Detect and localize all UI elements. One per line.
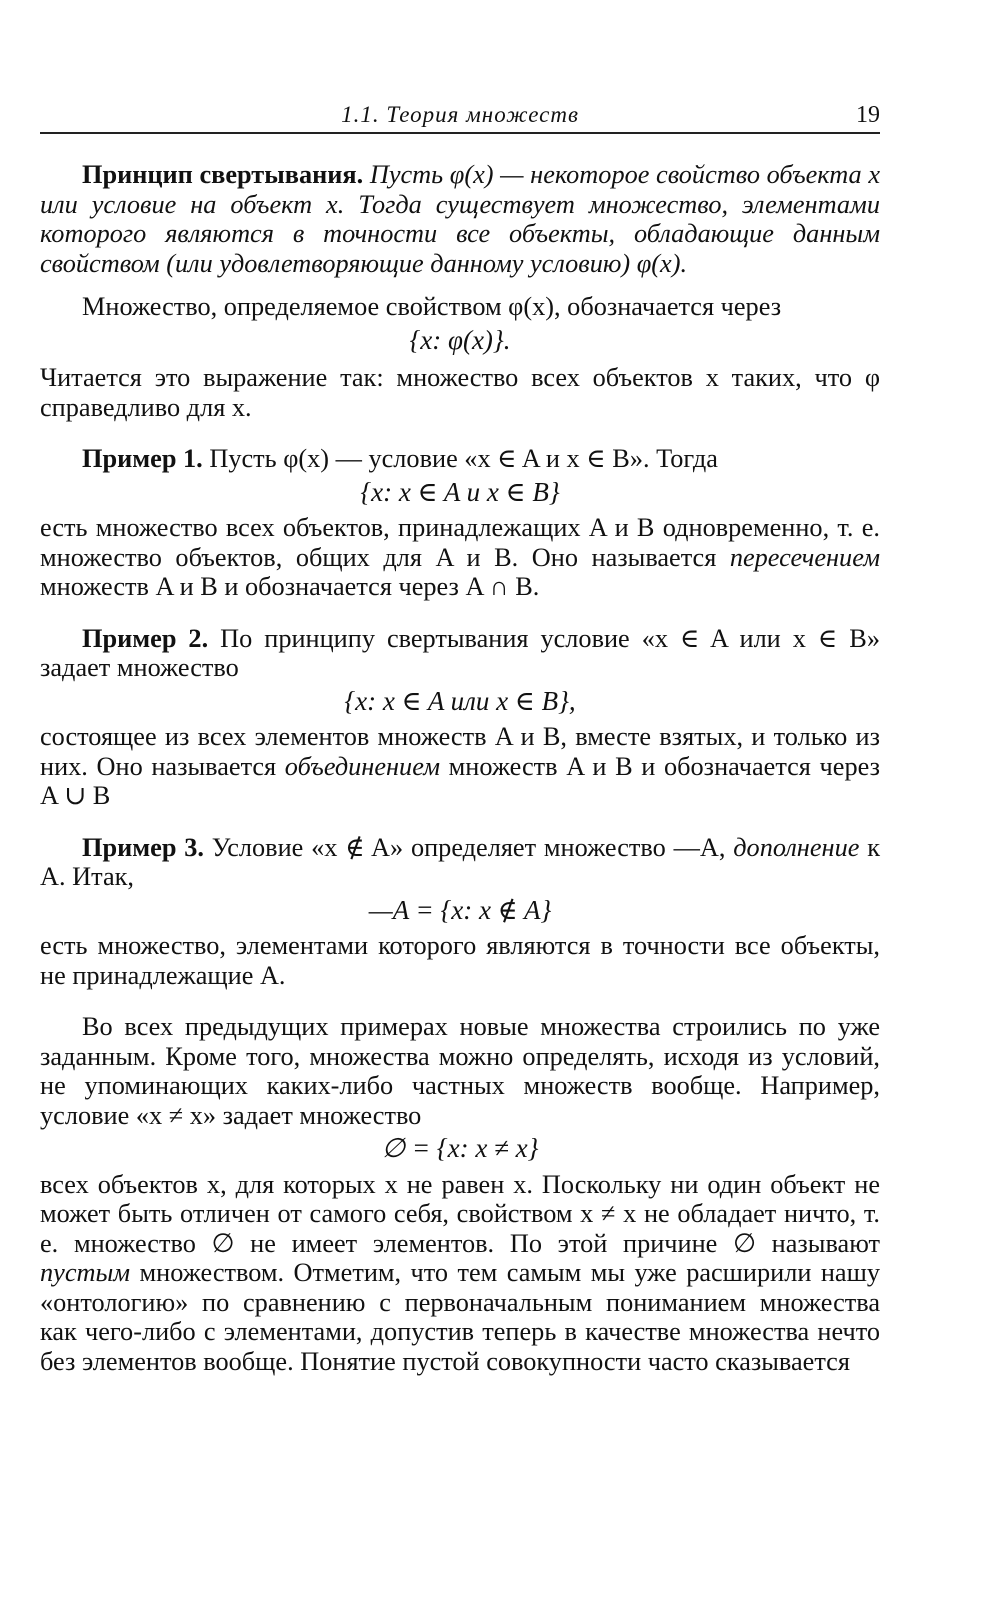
notation-formula: {x: φ(x)}. bbox=[409, 324, 511, 355]
example1-intro bbox=[40, 444, 880, 474]
example1-label: Пример 1. bbox=[82, 444, 203, 473]
page-number: 19 bbox=[856, 102, 880, 128]
example1-text-before: есть множество всех объектов, принадлежащих A и B одновременно, т. е. множество объектов, общих для A и B. Оно называется bbox=[40, 513, 880, 572]
example3-intro-before: Условие «x ∉ A» определяет множество —A, bbox=[211, 832, 726, 862]
example1-intro-text: Пусть φ(x) — условие «x ∈ A и x ∈ B». Тогда bbox=[209, 444, 718, 473]
term-union: объединением bbox=[284, 751, 440, 781]
principle-text: Пусть φ(x) — некоторое свойство объекта x или условие на объект x. Тогда существует множество, элементами которого являются в точности все объекты, обладающие данным свойством (или удовлетворяющие данному условию) φ(x). bbox=[40, 160, 881, 278]
page-header bbox=[40, 96, 880, 136]
page-body bbox=[40, 160, 880, 1376]
empty-set-text bbox=[40, 1170, 880, 1377]
term-complement: дополнение bbox=[733, 832, 860, 862]
term-intersection: пересечением bbox=[729, 542, 880, 572]
example3-label: Пример 3. bbox=[82, 832, 204, 862]
empty-set-text-before: всех объектов x, для которых x не равен x. Поскольку ни один объект не может быть отличен от самого себя, свойством x ≠ x не обладает ничто, т. е. множество ∅ не имеет элементов. По этой причине ∅ называют bbox=[40, 1169, 880, 1258]
example1-formula: {x: x ∈ A и x ∈ B} bbox=[360, 476, 560, 507]
empty-set-text-after: множеством. Отметим, что тем самым мы уже расширили нашу «онтологию» по сравнению с первоначальным пониманием множества как чего-либо с элементами, допустив теперь в качестве множества нечто без элементов вообще. Понятие пустой совокупности часто сказывается bbox=[40, 1258, 880, 1376]
empty-set-intro: Во всех предыдущих примерах новые множества строились по уже заданным. Кроме того, множества можно определять, исходя из условий, не упоминающих каких-либо частных множеств вообще. Например, условие «x ≠ x» задает множество bbox=[40, 1012, 880, 1130]
example2-label: Пример 2. bbox=[82, 623, 209, 653]
example2-formula: {x: x ∈ A или x ∈ B}, bbox=[344, 685, 576, 716]
running-title: 1.1. Теория множеств bbox=[341, 102, 579, 127]
notation-paragraph: Множество, определяемое свойством φ(x), обозначается через bbox=[82, 292, 782, 321]
example2-text-after: множеств A и B и обозначается через A ∪ B bbox=[40, 751, 880, 810]
example2-intro-text: По принципу свертывания условие «x ∈ A или x ∈ B» задает множество bbox=[40, 623, 880, 682]
example3-intro-after: к A. Итак, bbox=[40, 832, 880, 891]
term-empty: пустым bbox=[40, 1258, 131, 1287]
header-rule bbox=[40, 132, 880, 134]
example1-text bbox=[40, 513, 880, 602]
example2-text-before: состоящее из всех элементов множеств A и B, вместе взятых, и только из них. Оно называется bbox=[40, 722, 880, 781]
principle-paragraph bbox=[40, 160, 880, 278]
example2-intro bbox=[40, 624, 880, 683]
principle-label: Принцип свертывания. bbox=[82, 160, 364, 189]
example3-text: есть множество, элементами которого являются в точности все объекты, не принадлежащие A. bbox=[40, 931, 880, 990]
example2-text bbox=[40, 722, 880, 811]
reading-paragraph: Читается это выражение так: множество всех объектов x таких, что φ справедливо для x. bbox=[40, 363, 880, 422]
empty-set-formula: ∅ = {x: x ≠ x} bbox=[381, 1133, 539, 1163]
example3-formula: —A = {x: x ∉ A} bbox=[368, 894, 552, 925]
example1-text-after: множеств A и B и обозначается через A ∩ B. bbox=[40, 572, 540, 601]
example3-intro bbox=[40, 833, 880, 892]
